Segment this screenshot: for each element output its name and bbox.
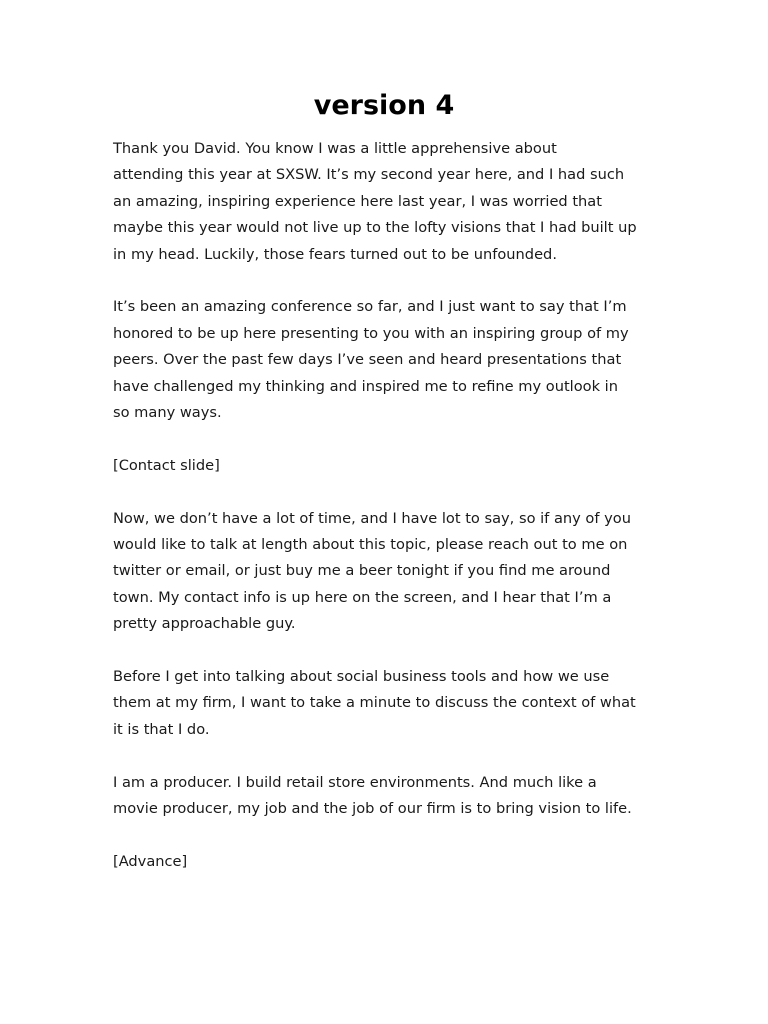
text-line: It’s been an amazing conference so far, and I just want to say that I’m xyxy=(113,298,627,316)
text-line: Thank you David. You know I was a little apprehensive about xyxy=(113,140,557,157)
text-line: would like to talk at length about this topic, please reach out to me on xyxy=(113,536,628,554)
paragraph-conference xyxy=(113,294,668,426)
text-line: I am a producer. I build retail store environments. And much like a xyxy=(113,773,597,791)
text-line: them at my firm, I want to take a minute to discuss the context of what xyxy=(113,694,636,712)
text-line: town. My contact info is up here on the screen, and I hear that I’m a xyxy=(113,588,612,606)
text-line: it is that I do. xyxy=(113,720,210,738)
document-title: version 4 xyxy=(313,90,455,121)
paragraph-producer xyxy=(113,770,668,823)
text-line: movie producer, my job and the job of our firm is to bring vision to life. xyxy=(113,800,632,818)
text-line: maybe this year would not live up to the lofty visions that I had built up xyxy=(113,219,637,237)
paragraph-contact xyxy=(113,506,668,638)
paragraph-advance-cue xyxy=(113,849,668,875)
paragraph-contact-slide-cue xyxy=(113,453,668,479)
text-line: an amazing, inspiring experience here last year, I was worried that xyxy=(113,192,602,210)
paragraph-intro xyxy=(113,136,668,268)
text-line: have challenged my thinking and inspired me to refine my outlook in xyxy=(113,377,618,395)
document-body xyxy=(113,136,668,902)
text-line: twitter or email, or just buy me a beer tonight if you find me around xyxy=(113,562,611,580)
text-line: [Advance] xyxy=(113,852,188,870)
text-line: so many ways. xyxy=(113,404,222,422)
text-line: honored to be up here presenting to you with an inspiring group of my xyxy=(113,324,629,342)
text-line: pretty approachable guy. xyxy=(113,615,296,633)
paragraph-context xyxy=(113,664,668,743)
text-line: Now, we don’t have a lot of time, and I have lot to say, so if any of you xyxy=(113,509,631,527)
text-line: attending this year at SXSW. It’s my second year here, and I had such xyxy=(113,166,625,184)
text-line: peers. Over the past few days I’ve seen and heard presentations that xyxy=(113,351,622,369)
text-line: in my head. Luckily, those fears turned out to be unfounded. xyxy=(113,245,557,263)
text-line: Before I get into talking about social business tools and how we use xyxy=(113,668,610,686)
text-line: [Contact slide] xyxy=(113,456,220,474)
